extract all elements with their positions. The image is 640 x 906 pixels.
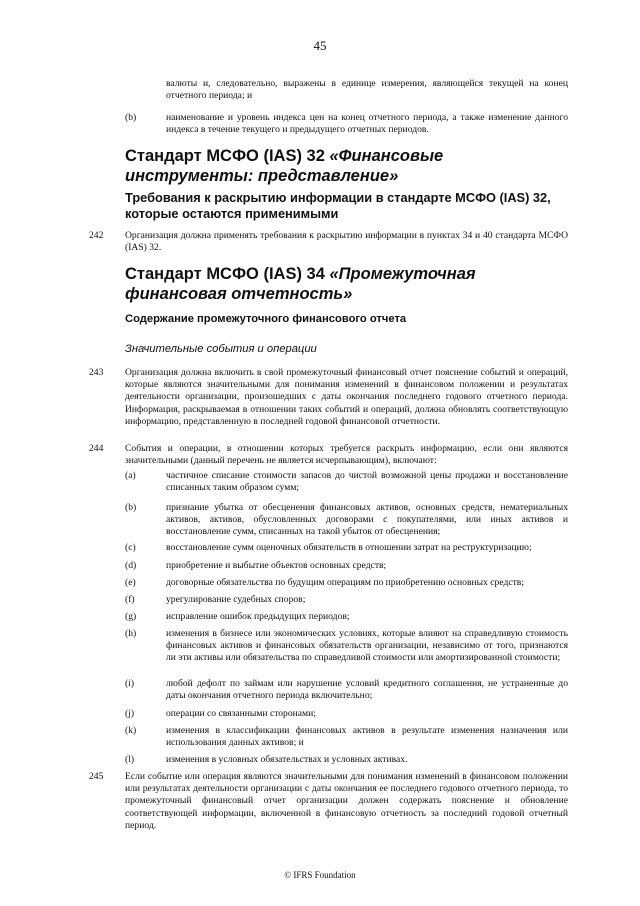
item-label-f: (f) [125, 594, 135, 605]
item-label-a: (a) [125, 470, 136, 481]
para-number-242: 242 [89, 230, 104, 241]
item-text-e: договорные обязательства по будущим операциям по приобретению основных средств; [166, 577, 524, 588]
item-label-i: (i) [125, 678, 135, 689]
item-text-f: урегулирование судебных споров; [166, 594, 306, 605]
para-number-245: 245 [89, 771, 104, 782]
item-text-c: восстановление сумм оценочных обязательств в отношении затрат на реструктуризацию; [166, 542, 532, 553]
ias34-subheading: Содержание промежуточного финансового отчета [125, 313, 407, 325]
item-label-c: (c) [125, 542, 136, 553]
item-label-d: (d) [125, 560, 137, 571]
item-label-e: (e) [125, 577, 136, 588]
continuation-item-text: валюты и, следовательно, выражены в единице измерения, являющейся текущей на конец отчетного периода; и [166, 78, 568, 102]
ias34-heading [125, 264, 568, 304]
ias32-subheading: Требования к раскрытию информации в стандарте МСФО (IAS) 32, которые остаются применимыми [125, 190, 551, 221]
item-text-d: приобретение и выбытие объектов основных средств; [166, 560, 387, 571]
page-number: 45 [313, 38, 327, 53]
para-242-text: Организация должна применять требования к раскрытию информации в пунктах 34 и 40 стандарта МСФО (IAS) 32. [125, 230, 568, 254]
para-243-text: Организация должна включить в свой промежуточный финансовый отчет пояснение событий и операций, которые являются значительными для понимания изменений в финансовом положении и результатах деятельности организации, произошедших с даты окончания последнего годового отчетного периода. Информация, раскрываемая в отношении таких событий и операций, должна обновлять соответствующую информацию, представленную в последней годовой финансовой отчетности. [125, 367, 568, 427]
item-label-b: (b) [125, 502, 137, 513]
item-label-k: (k) [125, 725, 137, 736]
para-number-244: 244 [89, 443, 104, 454]
item-text-j: операции со связанными сторонами; [166, 708, 316, 719]
item-label-g: (g) [125, 611, 137, 622]
item-text-a: частичное списание стоимости запасов до чистой возможной цены продажи и восстановление списанных таким образом сумм; [166, 470, 568, 494]
item-text-b: признание убытка от обесценения финансовых активов, основных средств, нематериальных активов, активов, обусловленных договорами с покупателями, или иных активов и восстановление сумм, списанных на такой убыток от обесценения; [166, 502, 568, 538]
para-245-text: Если событие или операция являются значительными для понимания изменений в финансовом положении или результатах деятельности организации с даты окончания ее последнего годового отчетного периода, то промежуточный финансовый отчет организации должен содержать пояснение и обновление соответствующей информации, включенной в финансовую отчетность за последний годовой отчетный период. [125, 771, 568, 831]
ias34-heading-italic: «Промежуточная финансовая отчетность» [125, 265, 476, 303]
item-text-g: исправление ошибок предыдущих периодов; [166, 611, 350, 622]
ias32-heading [125, 146, 568, 186]
item-label-j: (j) [125, 708, 135, 719]
ias32-heading-italic: «Финансовые инструменты: представление» [125, 147, 444, 185]
ias34-heading-plain: Стандарт МСФО (IAS) 34 [125, 265, 330, 283]
item-label-l: (l) [125, 754, 135, 765]
para-244-text: События и операции, в отношении которых требуется раскрыть информацию, если они являются значительными (данный перечень не является исчерпывающим), включают: [125, 443, 568, 467]
item-text-b-top: наименование и уровень индекса цен на конец отчетного периода, а также изменение данного индекса в течение текущего и предыдущего отчетных периодов. [166, 112, 568, 136]
item-text-l: изменения в условных обязательствах и условных активах. [166, 754, 408, 765]
item-label-h: (h) [125, 628, 137, 639]
item-text-i: любой дефолт по займам или нарушение условий кредитного соглашения, не устраненные до даты окончания отчетного периода включительно; [166, 678, 568, 702]
item-text-k: изменения в классификации финансовых активов в результате изменения назначения или использования данных активов; и [166, 725, 568, 749]
ias32-heading-plain: Стандарт МСФО (IAS) 32 [125, 147, 330, 165]
para-number-243: 243 [89, 367, 104, 378]
footer-copyright: © IFRS Foundation [284, 870, 356, 880]
ias34-subsubheading: Значительные события и операции [125, 343, 317, 355]
item-label-b-top: (b) [125, 112, 137, 123]
item-text-h: изменения в бизнесе или экономических условиях, которые влияют на справедливую стоимость финансовых активов и финансовых обязательств организации, независимо от того, признаются ли эти активы или обязательства по справедливой стоимости или амортизированной стоимости; [166, 628, 568, 664]
